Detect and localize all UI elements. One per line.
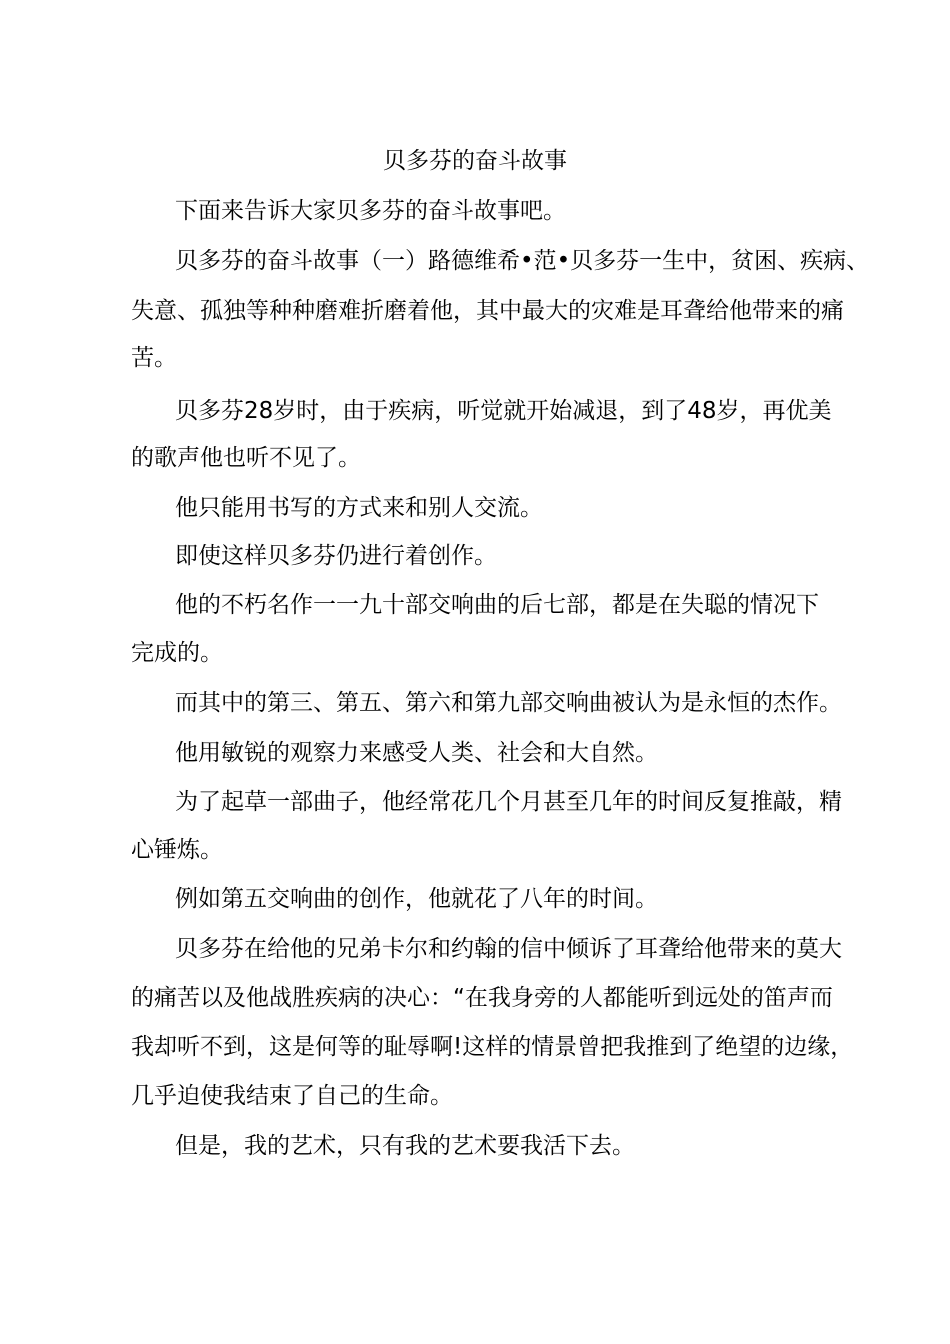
paragraph-line: 为了起草一部曲子，他经常花几个月甚至几年的时间反复推敲，精: [175, 789, 842, 815]
paragraph-line: 即使这样贝多芬仍进行着创作。: [175, 543, 497, 569]
paragraph-line: 贝多芬在给他的兄弟卡尔和约翰的信中倾诉了耳聋给他带来的莫大: [175, 936, 842, 962]
paragraph-line: 苦。: [131, 345, 177, 371]
paragraph-line: 心锤炼。: [131, 837, 223, 863]
paragraph-line: 贝多芬的奋斗故事（一）路德维希•范•贝多芬一生中，贫困、疾病、: [175, 248, 870, 274]
paragraph-line: 的歌声他也听不见了。: [131, 445, 361, 471]
paragraph-line: 他用敏锐的观察力来感受人类、社会和大自然。: [175, 740, 658, 766]
paragraph-line: 的痛苦以及他战胜疾病的决心：“在我身旁的人都能听到远处的笛声而: [131, 985, 833, 1011]
paragraph-line: 但是，我的艺术，只有我的艺术要我活下去。: [175, 1133, 635, 1159]
paragraph-line: 贝多芬28岁时，由于疾病，听觉就开始减退，到了48岁，再优美: [175, 398, 832, 424]
paragraph-line: 几乎迫使我结束了自己的生命。: [131, 1083, 453, 1109]
paragraph-line: 而其中的第三、第五、第六和第九部交响曲被认为是永恒的杰作。: [175, 690, 842, 716]
paragraph-line: 他只能用书写的方式来和别人交流。: [175, 495, 543, 521]
paragraph-line: 我却听不到，这是何等的耻辱啊!这样的情景曾把我推到了绝望的边缘，: [131, 1034, 854, 1060]
paragraph-line: 他的不朽名作一一九十部交响曲的后七部，都是在失聪的情况下: [175, 592, 819, 618]
document-title: 贝多芬的奋斗故事: [383, 148, 567, 174]
paragraph-line: 下面来告诉大家贝多芬的奋斗故事吧。: [175, 198, 566, 224]
paragraph-line: 例如第五交响曲的创作，他就花了八年的时间。: [175, 886, 658, 912]
paragraph-line: 完成的。: [131, 640, 223, 666]
paragraph-line: 失意、孤独等种种磨难折磨着他，其中最大的灾难是耳聋给他带来的痛: [131, 298, 844, 324]
